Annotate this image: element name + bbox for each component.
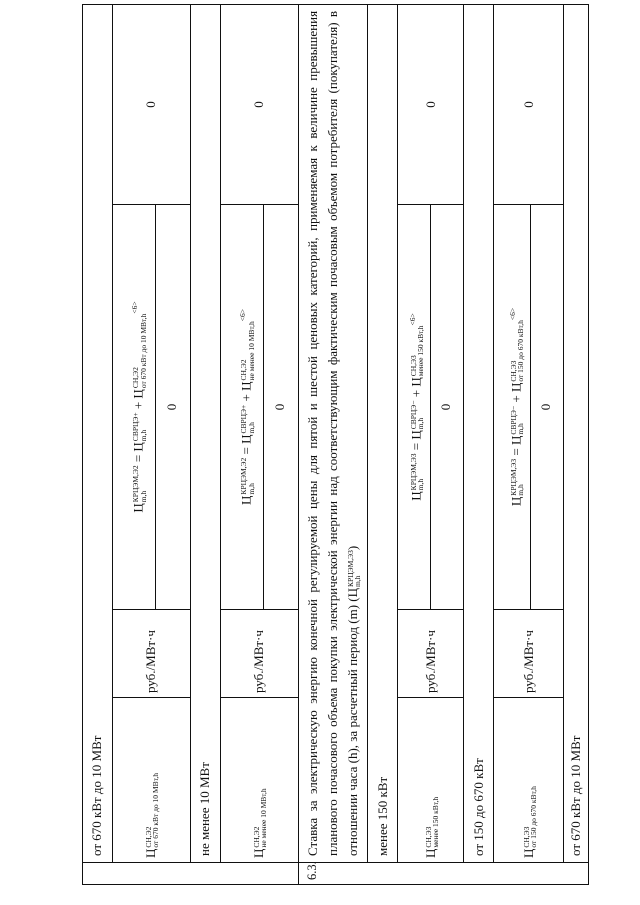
range-heading: от 670 кВт до 10 МВт — [83, 4, 113, 862]
unit-label: руб./МВт·ч — [113, 610, 191, 698]
price-formula: Ц КРЦЭМ,Э2 m,h = Ц СВРЦЭ+ m,h + Ц СН,Э2 от 670 кВт до 10 МВт,h $^{<6>}$ 0 — [113, 205, 191, 610]
value-cell: 0 — [221, 4, 299, 204]
value-cell: 0 — [113, 4, 191, 204]
tariff-data-row — [113, 4, 191, 884]
tariff-table — [82, 4, 589, 885]
range-heading-row — [83, 4, 113, 884]
footnote-ref: <6> — [407, 313, 417, 326]
value-cell: 0 — [438, 403, 454, 411]
value-cell: 0 — [494, 4, 564, 204]
range-heading-row — [368, 4, 398, 884]
price-symbol: Ц СН,Э3 менее 150 кВт,h — [398, 698, 464, 863]
price-formula: Ц КРЦЭМ,Э2 m,h = Ц СВРЦЭ+ m,h + Ц СН,Э2 не менее 10 МВт,h $^{<6>}$ 0 — [221, 205, 299, 610]
unit-label: руб./МВт·ч — [398, 610, 464, 698]
rotated-tariff-table — [82, 5, 587, 885]
footnote-ref: <6> — [130, 301, 140, 314]
value-cell: 0 — [271, 403, 287, 411]
section-number: 6.3. — [299, 863, 589, 885]
value-cell: 0 — [398, 4, 464, 204]
range-heading-row — [191, 4, 221, 884]
section-description: Ставка за электрическую энергию конечной регулируемой цены для пятой и шестой ценовых категорий, применяемая к величине превышения планового почасового объема покупки электрической энергии над соответствующим фактическим почасовым объемом потребителя (покупателя) в отношении часа (h), за расчетный период (m) (Ц КРЦЭМ,Э3 m,h ) — [299, 4, 368, 862]
range-heading-row — [464, 4, 494, 884]
value-cell: 0 — [163, 403, 179, 411]
range-heading: от 150 до 670 кВт — [464, 4, 494, 862]
price-formula: Ц КРЦЭМ,Э3 m,h = Ц СВРЦЭ− m,h + Ц СН,Э3 менее 150 кВт,h $^{<6>}$ 0 — [398, 205, 464, 610]
range-heading: не менее 10 МВт — [191, 4, 221, 862]
footnote-ref: <6> — [507, 307, 517, 321]
price-formula: Ц КРЦЭМ,Э3 m,h = Ц СВРЦЭ− m,h + Ц СН,Э3 от 150 до 670 кВт,h $^{<6>}$ 0 — [494, 205, 564, 610]
section-description-row — [299, 4, 368, 884]
tariff-data-row — [398, 4, 464, 884]
unit-label: руб./МВт·ч — [221, 610, 299, 698]
price-symbol: Ц СН,Э2 не менее 10 МВт,h — [221, 698, 299, 863]
tariff-data-row — [494, 4, 564, 884]
tariff-data-row — [221, 4, 299, 884]
unit-label: руб./МВт·ч — [494, 610, 564, 698]
range-heading: от 670 кВт до 10 МВт — [564, 4, 589, 862]
price-symbol: Ц СН,Э3 от 150 до 670 кВт,h — [494, 698, 564, 863]
row-number-cell-empty — [83, 863, 299, 885]
range-heading: менее 150 кВт — [368, 4, 398, 862]
value-cell: 0 — [538, 403, 554, 411]
price-symbol: Ц СН,Э2 от 670 кВт до 10 МВт,h — [113, 698, 191, 863]
range-heading-row — [564, 4, 589, 884]
footnote-ref: <6> — [238, 309, 248, 322]
